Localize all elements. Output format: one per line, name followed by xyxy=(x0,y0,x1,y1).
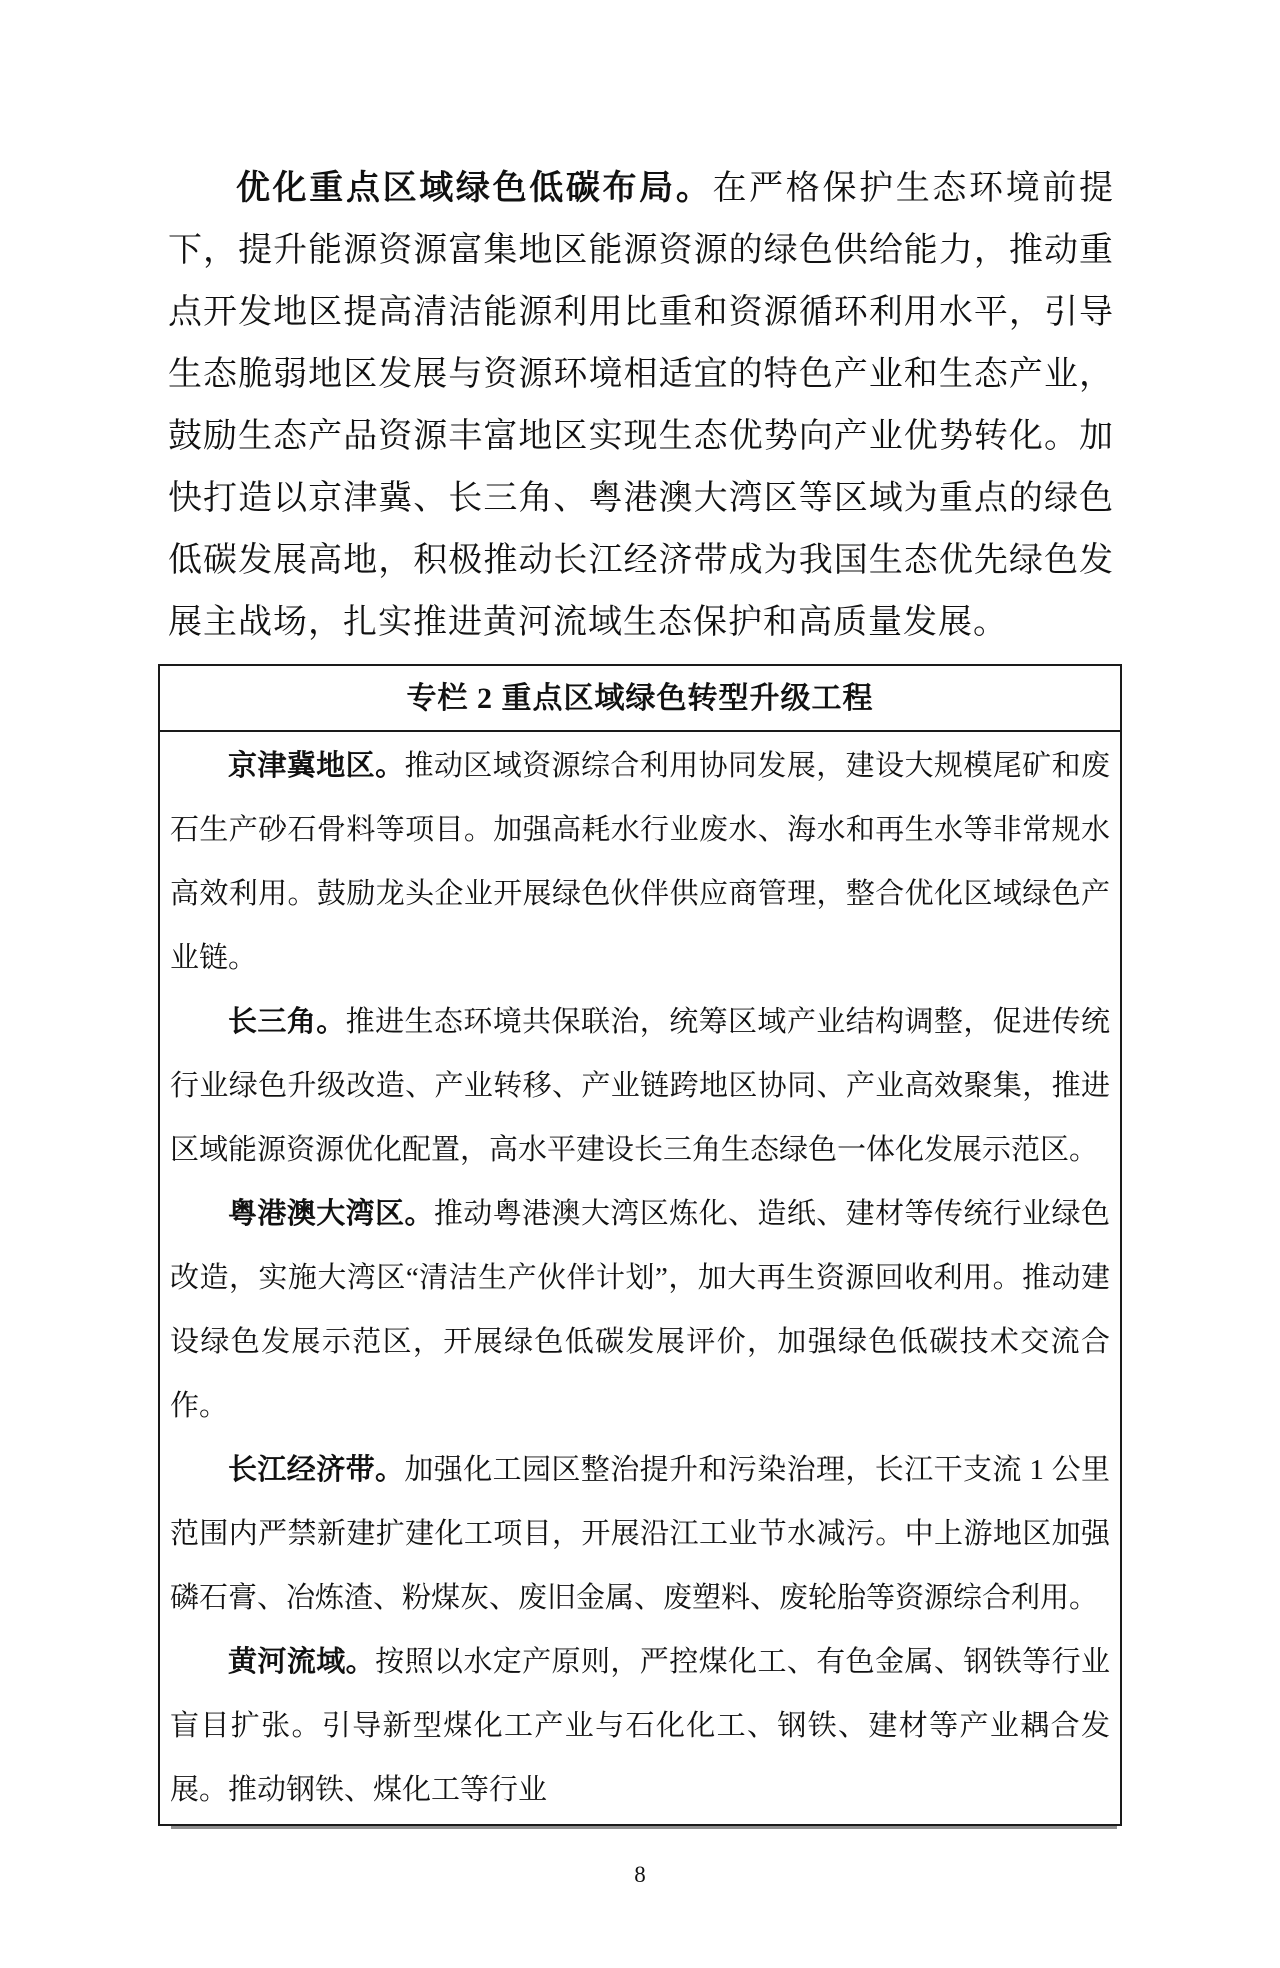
intro-body-text: 在严格保护生态环境前提下，提升能源资源富集地区能源资源的绿色供给能力，推动重点开发地区提高清洁能源利用比重和资源循环利用水平，引导生态脆弱地区发展与资源环境相适宜的特色产业和生态产业，鼓励生态产品资源丰富地区实现生态优势向产业优势转化。加快打造以京津冀、长三角、粤港澳大湾区等区域为重点的绿色低碳发展高地，积极推动长江经济带成为我国生态优先绿色发展主战场，扎实推进黄河流域生态保护和高质量发展。 xyxy=(168,170,1115,641)
section-text: 按照以水定产原则，严控煤化工、有色金属、钢铁等行业盲目扩张。引导新型煤化工产业与石化化工、钢铁、建材等产业耦合发展。推动钢铁、煤化工等行业 xyxy=(170,1646,1110,1806)
panel-section-changsanjiao xyxy=(170,990,1110,1182)
section-text: 推动区域资源综合利用协同发展，建设大规模尾矿和废石生产砂石骨料等项目。加强高耗水行业废水、海水和再生水等非常规水高效利用。鼓励龙头企业开展绿色伙伴供应商管理，整合优化区域绿色产业链。 xyxy=(170,750,1110,974)
section-heading: 粤港澳大湾区。 xyxy=(228,1198,434,1230)
section-heading: 京津冀地区。 xyxy=(228,750,405,782)
document-page xyxy=(0,158,1280,1968)
panel-section-huanghe xyxy=(170,1630,1110,1822)
section-text: 推动粤港澳大湾区炼化、造纸、建材等传统行业绿色改造，实施大湾区“清洁生产伙伴计划”，加大再生资源回收利用。推动建设绿色发展示范区，开展绿色低碳发展评价，加强绿色低碳技术交流合作。 xyxy=(170,1198,1110,1422)
intro-lead-heading: 优化重点区域绿色低碳布局。 xyxy=(236,170,713,207)
section-text: 加强化工园区整治提升和污染治理，长江干支流 1 公里范围内严禁新建扩建化工项目，开展沿江工业节水减污。中上游地区加强磷石膏、冶炼渣、粉煤灰、废旧金属、废塑料、废轮胎等资源综合利用。 xyxy=(170,1454,1110,1614)
panel-section-changjiang xyxy=(170,1438,1110,1630)
panel-title: 专栏 2 重点区域绿色转型升级工程 xyxy=(160,666,1120,732)
panel-body xyxy=(160,732,1120,1824)
section-heading: 长三角。 xyxy=(228,1006,346,1038)
section-heading: 长江经济带。 xyxy=(228,1454,405,1486)
panel-box xyxy=(158,664,1122,1826)
panel-section-jingjinji xyxy=(170,734,1110,990)
section-heading: 黄河流域。 xyxy=(228,1646,376,1678)
page-number: 8 xyxy=(634,1862,646,1887)
panel-section-yuegangao xyxy=(170,1182,1110,1438)
section-text: 推进生态环境共保联治，统筹区域产业结构调整，促进传统行业绿色升级改造、产业转移、产业链跨地区协同、产业高效聚集，推进区域能源资源优化配置，高水平建设长三角生态绿色一体化发展示范区。 xyxy=(170,1006,1110,1166)
intro-paragraph xyxy=(168,158,1114,654)
